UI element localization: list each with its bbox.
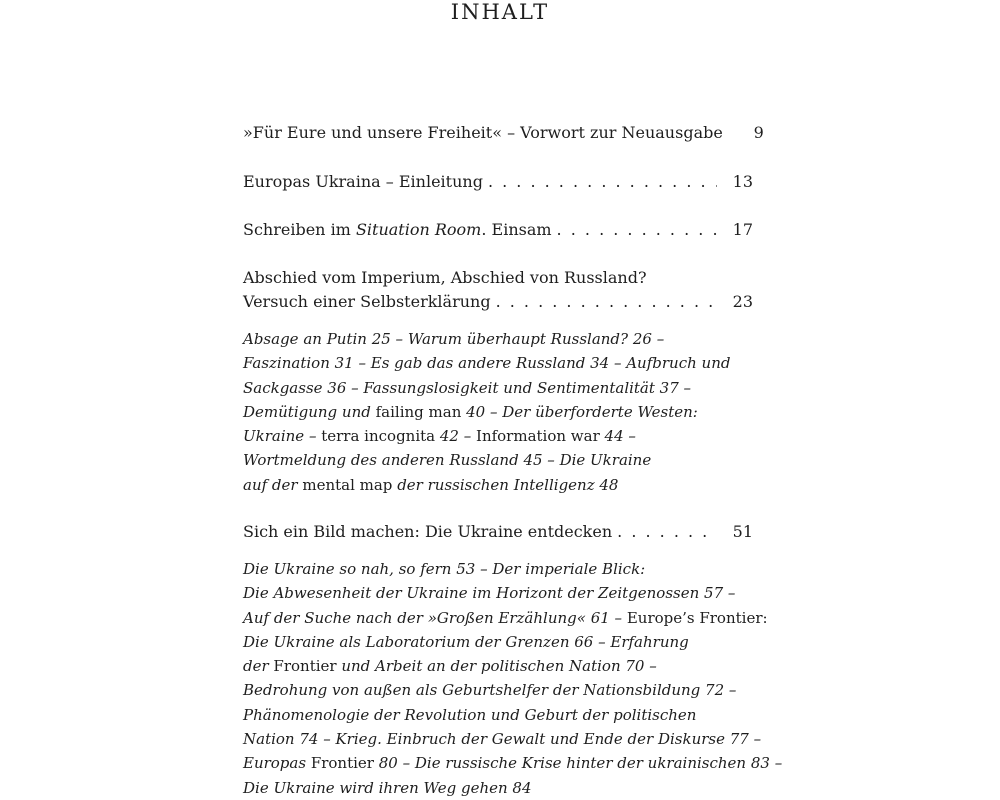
toc-entry-title: Sich ein Bild machen: Die Ukraine entdecken <box>243 522 613 541</box>
leader-dots <box>496 290 717 314</box>
toc-entry[interactable] <box>243 121 764 145</box>
leader-dots <box>488 170 717 194</box>
toc-entry[interactable] <box>243 266 753 314</box>
toc-entry-title-line1: Abschied vom Imperium, Abschied von Russland? <box>243 268 647 287</box>
page-title: INHALT <box>450 0 550 24</box>
toc-subentries: Die Ukraine so nah, so fern 53 – Der imperiale Blick: Die Abwesenheit der Ukraine im Horizont der Zeitgenossen 57 – Auf der Suche nach der »Großen Erzählung« 61 – Europe’s Frontier: Die Ukraine als Laboratorium der Grenzen 66 – Erfahrung der Frontier und Arbeit an der politischen Nation 70 – Bedrohung von außen als Geburtshelfer der Nationsbildung 72 – Phänomenologie der Revolution und Geburt der politischen Nation 74 – Krieg. Einbruch der Gewalt und Ende der Diskurse 77 – Europas Frontier 80 – Die russische Krise hinter der ukrainischen 83 – Die Ukraine wird ihren Weg gehen 84 <box>243 560 783 797</box>
toc-entry-title: »Für Eure und unsere Freiheit« – Vorwort zur Neuausgabe <box>243 123 723 142</box>
toc-page-number: 17 <box>732 220 753 239</box>
toc-entry-title: Schreiben im Situation Room. Einsam <box>243 220 552 239</box>
toc-entry-title: Europas Ukraina – Einleitung <box>243 172 483 191</box>
toc-subentries: Absage an Putin 25 – Warum überhaupt Russland? 26 – Faszination 31 – Es gab das andere Russland 34 – Aufbruch und Sackgasse 36 – Fassungslosigkeit und Sentimentalität 37 – Demütigung und failing man 40 – Der überforderte Westen: Ukraine – terra incognita 42 – Information war 44 – Wortmeldung des anderen Russland 45 – Die Ukraine auf der mental map der russischen Intelligenz 48 <box>243 330 731 494</box>
toc-page-number: 51 <box>732 522 753 541</box>
toc-page-number: 13 <box>732 172 753 191</box>
leader-dots <box>617 520 717 544</box>
toc-entry[interactable] <box>243 170 753 194</box>
toc-entry-title-line2: Versuch einer Selbsterklärung <box>243 292 491 311</box>
toc-entry[interactable] <box>243 520 753 544</box>
toc-page-number: 9 <box>753 123 764 142</box>
toc-entry[interactable] <box>243 218 753 242</box>
leader-dots <box>557 218 717 242</box>
toc-page-number: 23 <box>732 292 753 311</box>
